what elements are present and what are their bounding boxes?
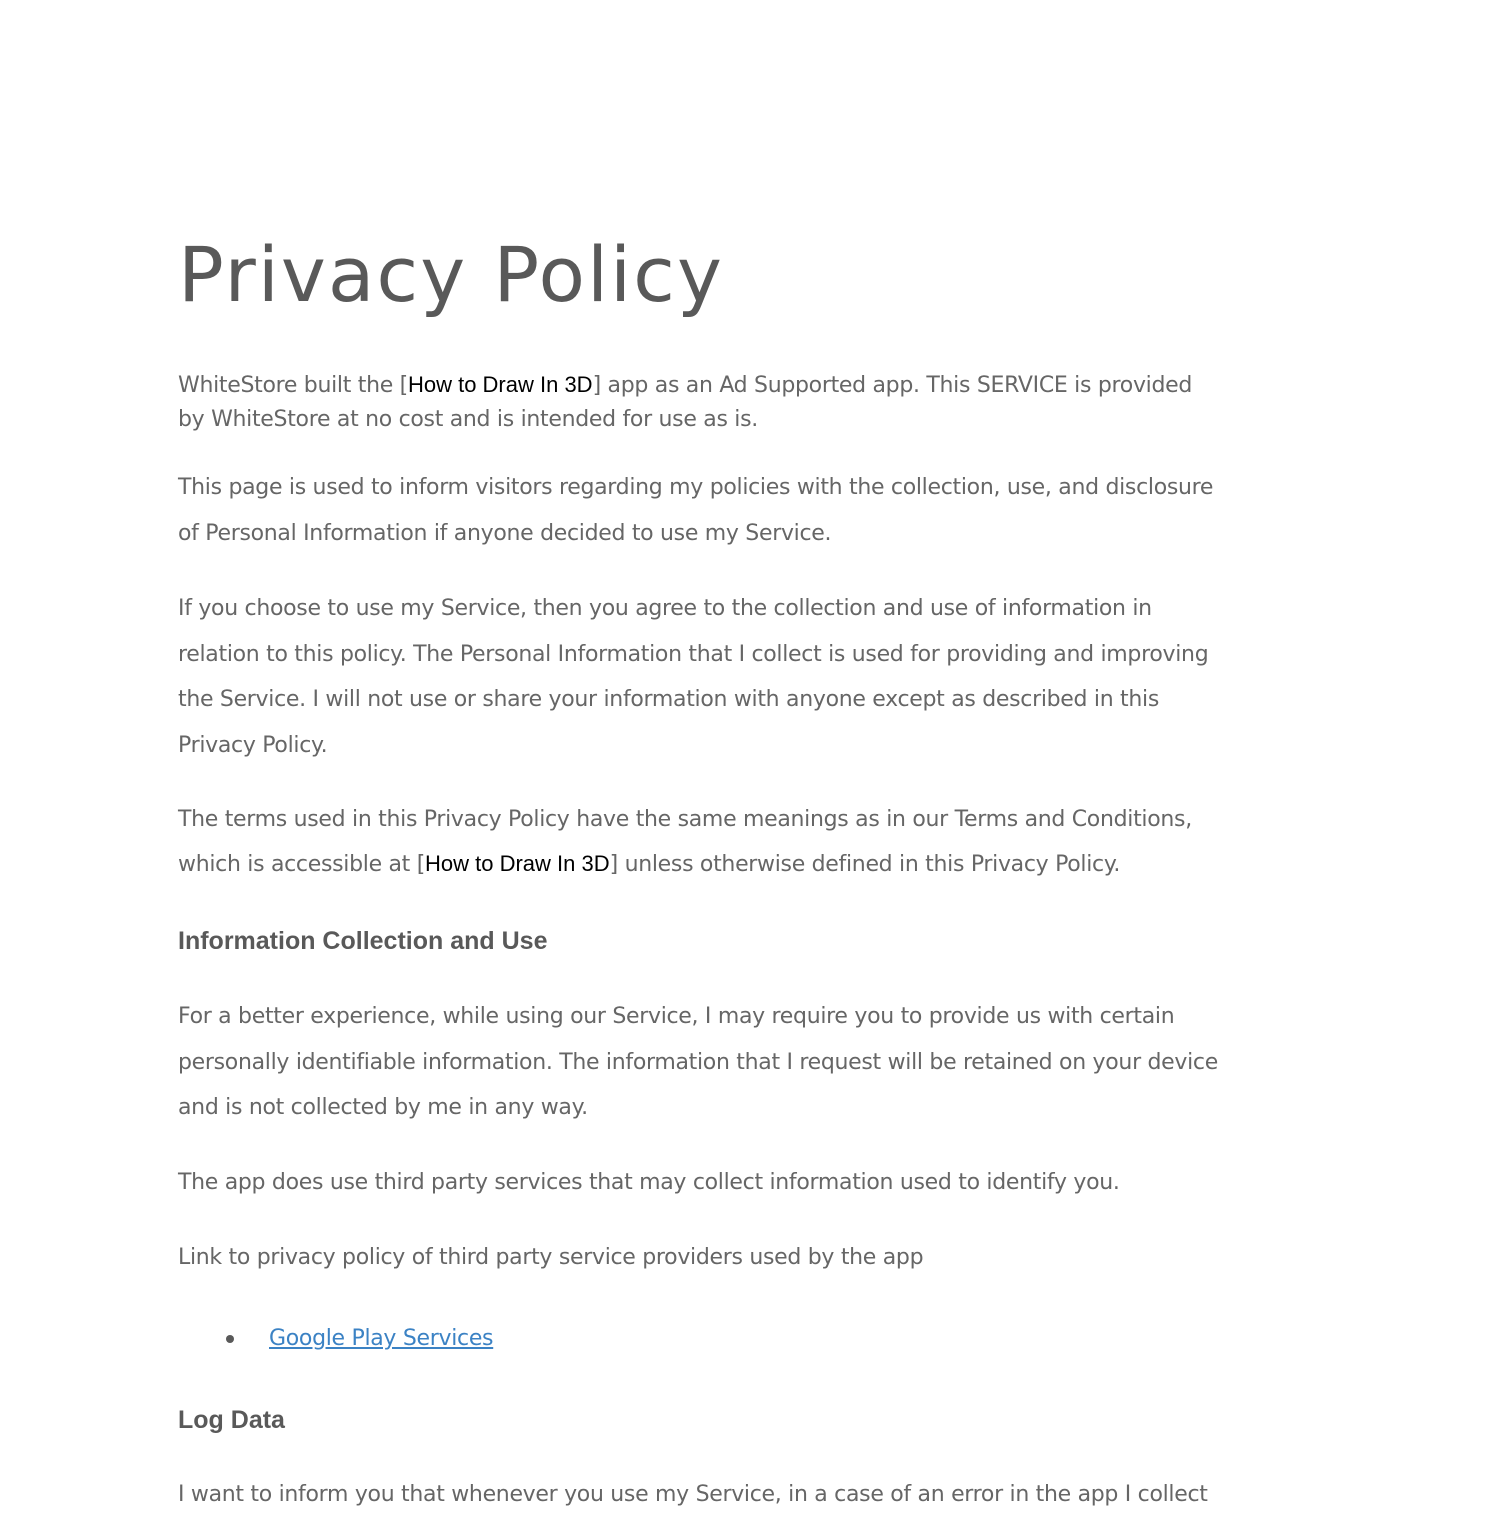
paragraph-line: This page is used to inform visitors regarding my policies with the collection, use, and disclosure — [178, 475, 1214, 500]
paragraph-line: I want to inform you that whenever you use my Service, in a case of an error in the app I collect — [178, 1482, 1208, 1507]
intro-text: ] app as an Ad Supported app. This SERVICE is provided — [592, 373, 1193, 398]
paragraph-line: If you choose to use my Service, then you agree to the collection and use of information in — [178, 596, 1152, 621]
paragraph-line: The terms used in this Privacy Policy have the same meanings as in our Terms and Conditions, — [178, 807, 1192, 832]
paragraph-policy-purpose — [178, 465, 1328, 556]
bullet-icon — [226, 1335, 234, 1343]
paragraph-line: of Personal Information if anyone decided to use my Service. — [178, 520, 832, 546]
terms-text: ] unless otherwise defined in this Privacy Policy. — [609, 852, 1121, 877]
paragraph-line: Link to privacy policy of third party service providers used by the app — [178, 1245, 924, 1270]
intro-paragraph — [178, 367, 1328, 437]
intro-line-2: by WhiteStore at no cost and is intended for use as is. — [178, 407, 758, 432]
page-title: Privacy Policy — [178, 230, 724, 319]
paragraph-collection — [178, 994, 1328, 1131]
paragraph-line: Privacy Policy. — [178, 732, 328, 758]
app-name: How to Draw In 3D — [424, 851, 610, 876]
paragraph-third-party-links-intro — [178, 1235, 1328, 1281]
paragraph-line: For a better experience, while using our Service, I may require you to provide us with certain — [178, 1004, 1175, 1029]
paragraph-line: The app does use third party services that may collect information used to identify you. — [178, 1170, 1120, 1195]
paragraph-line: the Service. I will not use or share your information with anyone except as described in this — [178, 687, 1159, 712]
paragraph-log-data — [178, 1472, 1328, 1518]
privacy-policy-document — [178, 0, 1328, 1507]
paragraph-line: and is not collected by me in any way. — [178, 1095, 588, 1120]
paragraph-agreement — [178, 586, 1328, 768]
heading-information-collection: Information Collection and Use — [178, 927, 548, 955]
paragraph-line — [178, 846, 1328, 881]
google-play-services-link[interactable]: Google Play Services — [269, 1326, 494, 1351]
paragraph-third-party — [178, 1160, 1328, 1206]
terms-text: which is accessible at [ — [178, 852, 425, 877]
app-name: How to Draw In 3D — [407, 372, 593, 397]
heading-log-data: Log Data — [178, 1406, 285, 1434]
intro-line-1 — [178, 367, 1328, 402]
paragraph-line: personally identifiable information. The information that I request will be retained on your device — [178, 1049, 1218, 1075]
paragraph-terms — [178, 802, 1328, 881]
paragraph-line: relation to this policy. The Personal Information that I collect is used for providing and improving — [178, 641, 1209, 667]
intro-text: WhiteStore built the [ — [178, 373, 408, 398]
